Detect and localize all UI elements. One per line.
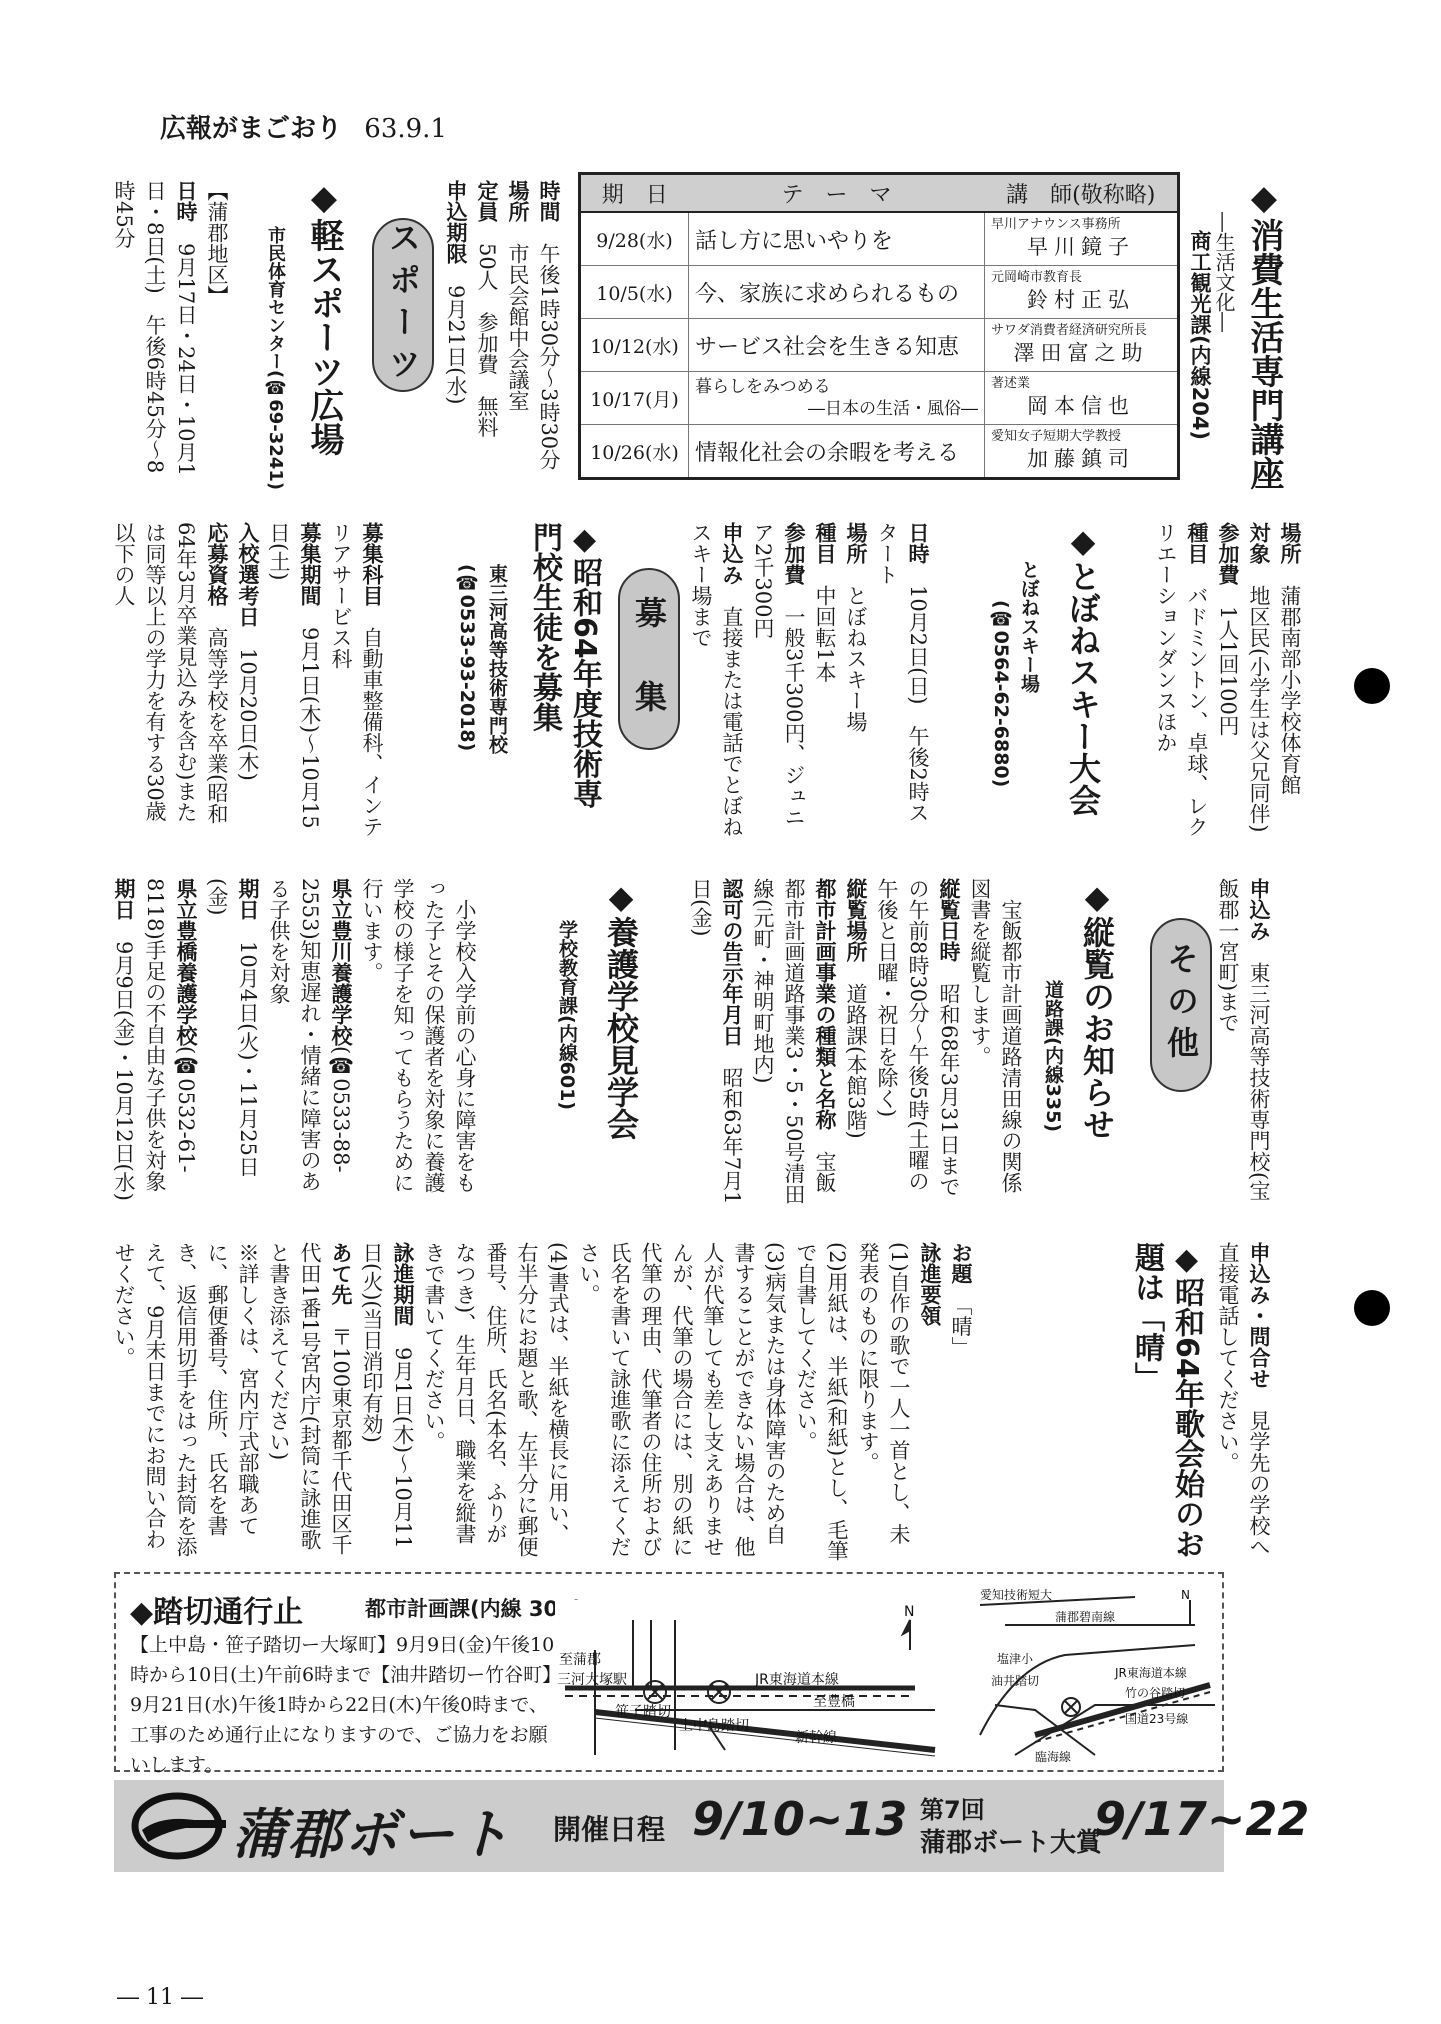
map1-label: 至豊橋: [813, 1694, 855, 1710]
map1-label: 新幹線: [795, 1730, 837, 1746]
detail-line: 場所 とぼねスキー場: [844, 522, 868, 732]
sports-venue: 市民体育センター(☎69-3241): [265, 226, 286, 491]
map2-label: 愛知技術短大: [980, 1588, 1053, 1602]
recruit-application: [1212, 878, 1274, 1208]
map2-north-label: N: [1181, 1588, 1190, 1602]
detail-line: (1)自作の歌で一人一首とし、未発表のものに限ります。: [856, 1242, 911, 1545]
poem-details: [108, 1242, 976, 1562]
lecture-speaker: 愛知女子短期大学教授 加藤鎮司: [985, 425, 1179, 479]
page-number: ― 11 ―: [117, 1985, 203, 2010]
detail-line: 期日 9月9日(金)・10月12日(水): [112, 878, 136, 1201]
map2-label: 塩津小: [997, 1652, 1034, 1666]
map1-north-label: N: [904, 1604, 915, 1620]
school-details: [108, 878, 480, 1208]
detail-line: 申込み 東三河高等技術専門校(宝飯郡一宮町)まで: [1216, 878, 1271, 1202]
column-header: 講 師(敬称略): [985, 174, 1179, 213]
consumer-subtitle: ―生活文化―: [1212, 212, 1236, 332]
diamond-icon: ◆: [130, 1595, 154, 1630]
detail-line: 県立豊川養護学校(☎0533-88-2553)知恵遅れ・情緒に障害のある子供を対象: [267, 878, 353, 1192]
detail-line: (4)書式は、半紙を横長に用い、右半分にお題と歌、左半分に郵便番号、住所、氏名(本名、ふりがなつき)、生年月日、職業を縦書きで書いてください。: [422, 1242, 570, 1557]
lecture-speaker: 早川アナウンス事務所 早川鏡子: [985, 212, 1179, 266]
map1-label: 至蒲郡: [559, 1652, 601, 1668]
detail-line: 募集期間 9月1日(木)～10月15日(土): [267, 522, 322, 829]
detail-line: ※詳しくは、宮内庁式部職あてに、郵便番号、住所、氏名を書き、返信用切手をはった封筒を添えて、9月末日までにお問い合わせください。: [112, 1242, 260, 1557]
binder-hole-icon: [1354, 668, 1390, 704]
recruit-title: ◆昭和64年度技術専門校生徒を募集: [527, 522, 602, 809]
diamond-icon: ◆: [567, 522, 602, 557]
consumer-details: [440, 180, 564, 480]
diamond-icon: ◆: [1169, 1242, 1204, 1277]
lecture-speaker: サワダ消費者経済研究所長 澤田富之助: [985, 319, 1179, 372]
detail-line: 申込み 直接または電話でとぼねスキー場まで: [689, 522, 744, 837]
table-row: [580, 266, 1179, 319]
table-row: [580, 372, 1179, 425]
other-category-badge: その他: [1150, 918, 1212, 1092]
detail-line: (2)用紙は、半紙(和紙)とし、毛筆で自書してください。: [794, 1242, 849, 1562]
detail-line: 申込み・問合せ 見学先の学校へ直接電話してください。: [1216, 1242, 1271, 1557]
ski-details: [685, 522, 933, 842]
lecture-theme: 今、家族に求められるもの: [689, 266, 985, 319]
sports-details: [108, 180, 232, 480]
ski-org: とぼねスキー場: [1018, 560, 1040, 693]
ski-title: ◆とぼねスキー大会: [1064, 522, 1102, 816]
boat-schedule-dates: 9/10~13: [692, 1792, 908, 1846]
school-title: ◆養護学校見学会: [602, 878, 640, 1140]
detail-line: 種目 中回転1本: [813, 522, 837, 683]
crossing-text: 【上中島・笹子踏切ー大塚町】9月9日(金)午後10時から10日(土)午前6時まで【油井踏切ー竹谷町】9月21日(水)午後1時から22日(木)午後0時まで、工事のため通行止になりますので、ご協力をお願いします。: [130, 1634, 555, 1776]
detail-line: 日時 10月2日(日) 午後2時スタート: [875, 522, 930, 823]
detail-line: 参加費 一般3千300円、ジュニア2千300円: [751, 522, 806, 828]
diamond-icon: ◆: [304, 178, 344, 218]
inspection-dept: 道路課(内線335): [1042, 980, 1064, 1133]
school-dept: 学校教育課(内線601): [556, 920, 578, 1111]
inspection-details: [685, 878, 1026, 1208]
inspection-title: ◆縦覧のお知らせ: [1078, 878, 1116, 1140]
map2-label: 油井踏切: [991, 1674, 1040, 1688]
detail-line: 場所 蒲郡南部小学校体育館: [1278, 522, 1302, 795]
boat-logo-icon: [128, 1790, 226, 1862]
detail-line: 申込期限 9月21日(水): [444, 180, 468, 405]
lecture-theme: 情報化社会の余暇を考える: [689, 425, 985, 479]
detail-line: あて先 〒100東京都千代田区千代田1番1号宮内庁(封筒に詠進歌と書き添えてください): [267, 1242, 353, 1556]
sports-title: ◆軽スポーツ広場: [304, 178, 344, 456]
table-row: [580, 425, 1179, 479]
sports-venue-details: [1150, 522, 1305, 842]
detail-line: 定員 50人 参加費 無料: [475, 180, 499, 438]
poem-title: ◆昭和64年歌会始のお題は「晴」: [1129, 1242, 1204, 1559]
crossing-map-1: [555, 1600, 950, 1760]
ski-tel: (☎0564-62-6880): [990, 600, 1012, 788]
recruit-details: [108, 522, 387, 842]
map1-label: 笹子踏切: [615, 1704, 671, 1720]
detail-line: 場所 市民会館中会議室: [506, 180, 530, 411]
boat-event-number: 第7回: [920, 1796, 985, 1824]
sports-region: 【蒲郡地区】: [205, 180, 229, 306]
recruit-org: 東三河高等技術専門校: [486, 564, 508, 754]
publication-date: 63.9.1: [364, 114, 447, 144]
detail-line: 日時 9月17日・24日・10月1日・8日(土) 午後6時45分～8時45分: [112, 180, 198, 476]
lecture-theme: 暮らしをみつめる ―日本の生活・風俗―: [689, 372, 985, 425]
detail-line: 都市計画事業の種類と名称 宝飯都市計画道路事業3・5・50号清田線(元町・神明町地内): [751, 878, 837, 1205]
map2-label: 蒲郡碧南線: [1055, 1610, 1116, 1624]
detail-line: お題 「晴」: [949, 1242, 973, 1358]
recruit-tel: (☎0533-93-2018): [456, 564, 478, 752]
lecture-date: 10/5(水): [580, 266, 689, 319]
map1-label: JR東海道本線: [755, 1672, 839, 1688]
detail-line: 参加費 1人1回100円: [1216, 522, 1240, 736]
detail-line: 応募資格 高等学校を卒業(昭和64年3月卒業見込みを含む)または同等以上の学力を有する30歳以下の人: [112, 522, 229, 825]
table-row: [580, 319, 1179, 372]
detail-line: 詠進期間 9月1日(木)～10月11日(火)(当日消印有効): [360, 1242, 415, 1549]
school-body: 小学校入学前の心身に障害をもった子とその保護者を対象に養護学校の様子を知ってもらうために行います。: [360, 878, 477, 1193]
inspection-body: 宝飯都市計画道路清田線の関係図書を縦覧します。: [968, 878, 1023, 1193]
boat-event-name: 蒲郡ボート大賞: [920, 1828, 1103, 1858]
crossing-map-2: [975, 1585, 1215, 1763]
detail-line: 対象 地区民(小学生は父兄同伴): [1247, 522, 1271, 833]
map2-label: 竹の谷踏切: [1125, 1686, 1186, 1700]
boat-schedule-label: 開催日程: [553, 1813, 666, 1846]
detail-line: 期日 10月4日(火)・11月25日(金): [205, 878, 260, 1177]
boat-name: 蒲郡ボート: [232, 1803, 512, 1866]
lecture-date: 9/28(水): [580, 212, 689, 266]
detail-line: 募集科目 自動車整備科、インテリアサービス科: [329, 522, 384, 837]
publication-title: 広報がまごおり: [160, 114, 343, 144]
lecture-theme: サービス社会を生きる知恵: [689, 319, 985, 372]
lecture-speaker: 元岡崎市教育長 鈴村正弘: [985, 266, 1179, 319]
diamond-icon: ◆: [1064, 522, 1102, 560]
crossing-dept: 都市計画課(内線 302): [365, 1597, 583, 1621]
recruit-category-badge: 募 集: [618, 568, 680, 750]
lecture-date: 10/17(月): [580, 372, 689, 425]
lecture-theme: 話し方に思いやりを: [689, 212, 985, 266]
detail-line: 認可の告示年月日 昭和63年7月1日(金): [689, 878, 744, 1205]
detail-line: 時間 午後1時30分～3時30分: [537, 180, 561, 471]
lecture-table: [578, 172, 1180, 480]
column-header: テ ー マ: [689, 174, 985, 213]
detail-line: 縦覧場所 道路課(本館3階): [844, 878, 868, 1139]
column-header: 期 日: [580, 174, 689, 213]
crossing-title: ◆踏切通行止: [130, 1595, 304, 1630]
page-header: [160, 108, 447, 145]
lecture-date: 10/26(水): [580, 425, 689, 479]
detail-line: 県立豊橋養護学校(☎0532-61-8118)手足の不自由な子供を対象: [143, 878, 198, 1192]
consumer-title: ◆消費生活専門講座: [1244, 178, 1284, 490]
map2-label: JR東海道本線: [1115, 1666, 1187, 1680]
school-inquiry: [1212, 1242, 1274, 1562]
detail-line: 縦覧日時 昭和68年3月31日までの午前8時30分～午後5時(土曜の午後と日曜・祝日を除く): [875, 878, 961, 1197]
detail-line: 種目 バドミントン、卓球、レクリエーションダンスほか: [1154, 522, 1209, 837]
detail-line: 入校選考日 10月20日(木): [236, 522, 260, 781]
lecture-speaker: 著述業 岡本信也: [985, 372, 1179, 425]
detail-line: (3)病気または身体障害のため自書することができない場合は、他人が代筆しても差し支えありませんが、代筆の場合には、別の紙に代筆の理由、代筆者の住所および氏名を書いて詠進歌に添えてください。: [577, 1242, 787, 1557]
map1-label: 三河大塚駅: [557, 1672, 627, 1688]
diamond-icon: ◆: [1244, 178, 1284, 218]
lecture-date: 10/12(水): [580, 319, 689, 372]
map2-label: 国道23号線: [1125, 1712, 1189, 1726]
diamond-icon: ◆: [602, 878, 640, 916]
map2-label: 臨海線: [1035, 1750, 1072, 1763]
boat-event-dates: 9/17~22: [1094, 1792, 1310, 1846]
table-header-row: [580, 174, 1179, 213]
detail-line: 詠進要領: [918, 1242, 942, 1326]
sports-category-badge: スポーツ: [372, 218, 434, 392]
diamond-icon: ◆: [1078, 878, 1116, 916]
table-row: [580, 212, 1179, 266]
consumer-dept: 商工観光課(内線204): [1188, 230, 1212, 441]
map1-label: 上中島踏切: [679, 1718, 749, 1734]
binder-hole-icon: [1354, 1290, 1390, 1326]
